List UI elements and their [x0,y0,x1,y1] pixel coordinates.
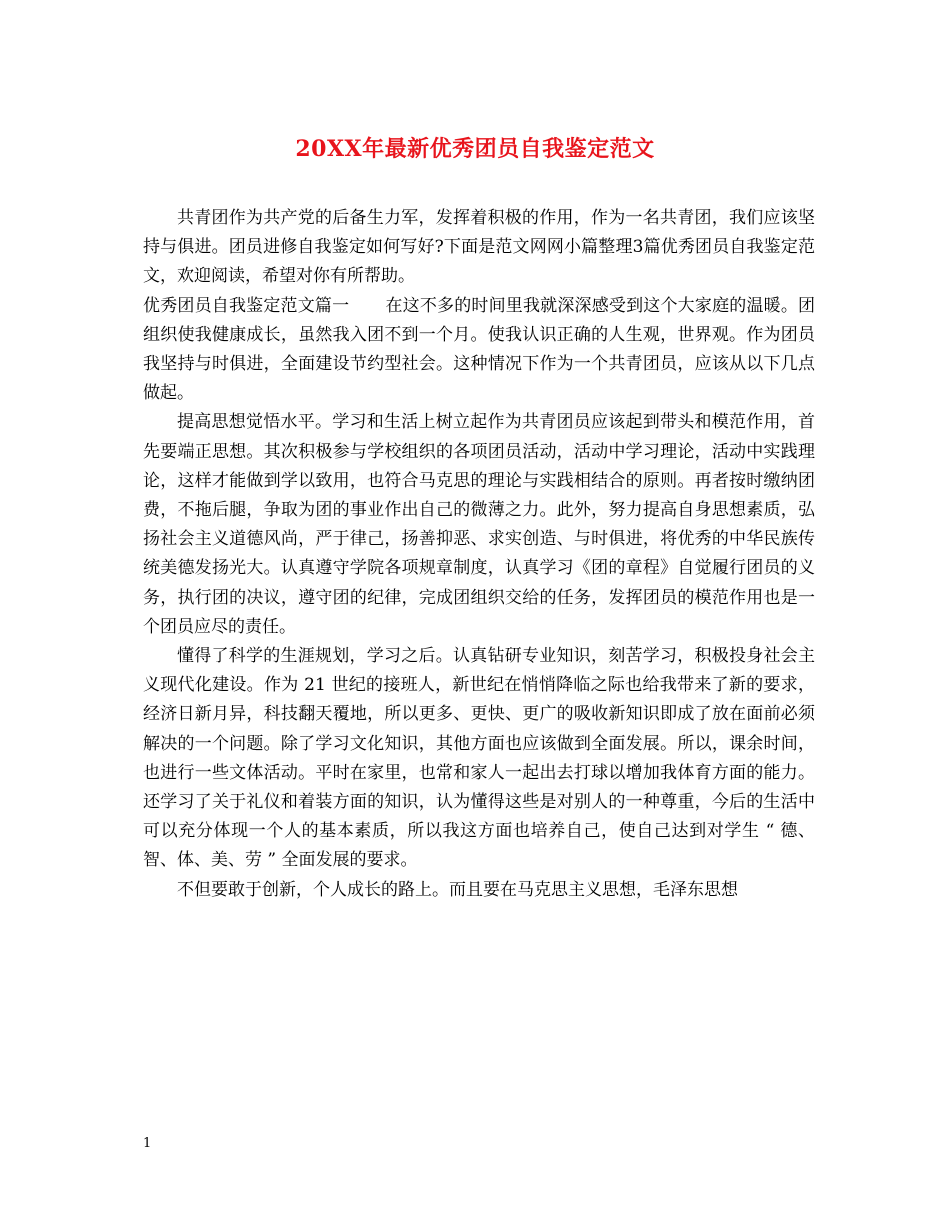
paragraph-thought: 提高思想觉悟水平。学习和生活上树立起作为共青团员应该起到带头和模范作用，首先要端正思想。其次积极参与学校组织的各项团员活动，活动中学习理论，活动中实践理论，这样才能做到学以致用，也符合马克思的理论与实践相结合的原则。再者按时缴纳团费，不拖后腿，争取为团的事业作出自己的微薄之力。此外，努力提高自身思想素质，弘扬社会主义道德风尚，严于律己，扬善抑恶、求实创造、与时俱进，将优秀的中华民族传统美德发扬光大。认真遵守学院各项规章制度，认真学习《团的章程》自觉履行团员的义务，执行团的决议，遵守团的纪律，完成团组织交给的任务，发挥团员的模范作用也是一个团员应尽的责任。 [143,412,815,637]
section-paragraph [143,292,815,409]
document-title: 20XX年最新优秀团员自我鉴定范文 [295,136,655,162]
intro-paragraph: 共青团作为共产党的后备生力军，发挥着积极的作用，作为一名共青团，我们应该坚持与俱进。团员进修自我鉴定如何写好?下面是范文网网小篇整理3篇优秀团员自我鉴定范文，欢迎阅读，希望对你有所帮助。 [143,208,815,287]
paragraph-innovation: 不但要敢于创新，个人成长的路上。而且要在马克思主义思想，毛泽东思想 [177,879,738,900]
section-heading: 优秀团员自我鉴定范文篇一 [143,295,350,316]
page-number: 1 [143,1136,152,1151]
section-first-text: 在这不多的时间里我就深深感受到这个大家庭的温暖。团组织使我健康成长，虽然我入团不到一个月。使我认识正确的人生观，世界观。作为团员我坚持与时俱进，全面建设节约型社会。这种情况下作为一个共青团员，应该从以下几点做起。 [143,295,816,404]
document-body [143,204,815,905]
paragraph-study: 懂得了科学的生涯规划，学习之后。认真钻研专业知识，刻苦学习，积极投身社会主义现代化建设。作为 21 世纪的接班人，新世纪在悄悄降临之际也给我带来了新的要求，经济日新月异，科技翻天覆地，所以更多、更快、更广的吸收新知识即成了放在面前必须解决的一个问题。除了学习文化知识，其他方面也应该做到全面发展。所以，课余时间，也进行一些文体活动。平时在家里，也常和家人一起出去打球以增加我体育方面的能力。还学习了关于礼仪和着装方面的知识，认为懂得这些是对别人的一种尊重，今后的生活中可以充分体现一个人的基本素质，所以我这方面也培养自己，使自己达到对学生 “ 德、智、体、美、劳 ” 全面发展的要求。 [143,646,815,871]
